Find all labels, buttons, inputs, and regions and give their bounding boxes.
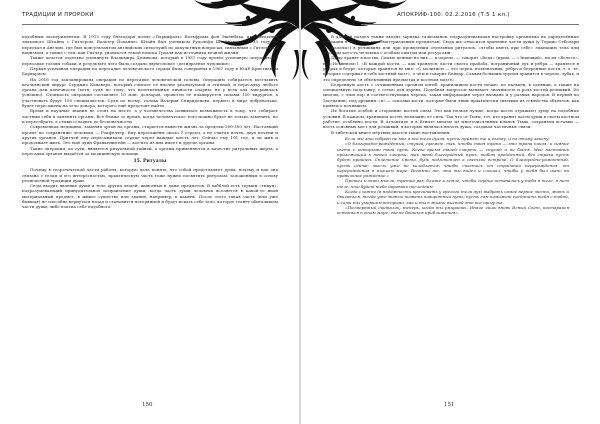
- quote-paragraph: Когда сложно (в надёжности прочитать у зрелого тела дух) выбрать самое верное место, жить и двигаться, тогда уже можно позвать поворотный путь, пусть сам поможет соединить тебя с тобой, и сами ты умершим восприми, как и ты в жизни выстой это все прогулка.: [337, 189, 569, 205]
- left-body-text: [22, 34, 278, 210]
- paragraph: Сюда входит явление души в теле других людей, животных и даже предметов. В хабблой есть термин «тикун», подразумевающий принудительное исправление души, когда часть души человека вселяется в какой-то иной материальный предмет, в живое существо или здание, например, в камень. После этого такая часть (или уже бывшая) не способна вернуться назад и становится потерянной и будет искать себе тело, которое станет обиталищем части души, либо поиска себе подобного.: [22, 183, 278, 210]
- header-rule: [22, 24, 242, 25]
- paragraph: Время и научные знания не стоят на месте, а у человечества появилась возможность к тому, что собирает частями себя и заменять органы. Всё ближе то время, когда человеческое тело можно будет не только заменить, но и пересобрать, а стыки сгладить до бесконечности.: [22, 108, 278, 124]
- paragraph: Душу хранят в костях. Самые ценные из них — в черепе, — говорит «Веда» (прим. — «Знающий», на их «Велесе», на «Истинном»). «В каждой кости, — как хранятся: кости своего прабаба, пограничный дух и рёбра — хранятся в рёбрах и бедре, которые хранятся во мне: «С молитвою — это череп, позвоночник, рёбра и бедренные кости, т. е. те, которые содержат в себе костный мозг», о чём и говорит Бейдар. Самым большим трупом хранится в черепе, зубах, и это определено «в объективных предметах и костном мозге».: [323, 55, 580, 82]
- quote-paragraph: «О благородно-рождённый, ступай, прежде, так, чтобы твоя тропа — это тропа покоя, и сияние света с которыми твой путь. Когда время твоей смерти — ступай и не бойся. Мой наставник прилежащий к твоей смерти, так твой благородный путь, тобою пройденный, без страха пусть будет пройден. Сплетение Света, будь подготовлен к светлой встрече. О благородно-рождённый, пусть сейчас мысль уже не колеблется, чтобы спастись от страданий перерождения, от перерождения в низшем мире. Вспомни то, что ты видел и слышал, чтобы у тебя был шанс на правильное рождение.»: [337, 141, 569, 179]
- header-rule: [361, 24, 579, 25]
- running-header: АПОКРИФ-100: 02.2.2016 (Т.5 1 кл.): [397, 12, 510, 18]
- paragraph: В данный раздел также входят зарядка талисманов, подразумевающая настройку организма на определённые вибрации и передачу их нематериальным предметам. Сюда же относится хранение части души (у Терцио Себолари — «калачи») в реликвиях или при проведении отдельных ритуалов, «чтобы иметь при себе» эманацию тела или частицы кого-то человека с особым опытом или ресурсами.: [323, 34, 579, 55]
- quote-paragraph: Если же это собрат не мог и все тела духов, пусть примет те и голову, и по этому закону:: [345, 135, 550, 141]
- paragraph: На 2016 год запланирована операция по пересадке человеческой головы. Операцию собирается возглавить итальянский хирург Серджио Канаверо, который считает её вполне реализуемой и этичной, и пересадку любого органа или конечности (хотя, судя по тому, что нелегитимные личности спорны, не у всех она завершилась успешно). Стоимость операции составляет 10 млн. долларов, провести её планируется силами 150 хирургов, а участвовать будут 150 специалистов. Судя по всему, голова Валерия Спиридонова, первого в мире добровольца, будет пересажена на тело донора, которого ещё предстоит найти.: [22, 76, 278, 109]
- right-page: [301, 0, 600, 424]
- paragraph: подобным экспериментам. В 1915 году благодаря поэме «Парцифаль» Вольфрама фон Эшенбаха, произведению знакомого Штайна с Гитлером. Вальтер Йоханнес Штайн был учеником Рудольфа Штайнера. В 1933 году он переехал в Англию, где был консультантом английских спецслужб по оккультным вопросам, связанным с Гитлером и нацизмом, а также с тем, как Гитлер, увлекался темой поиска Грааля как источника вечной жизни.: [22, 34, 278, 55]
- paragraph: Их богатые особой и сторонние костей силы. Это как нельзя лучше, когда кости отражают душу на подобные условия. В каждом, хранящем кости, возможно её сила. Так что от Тьмы, тот, кто хранит части души в своем костном рабстве, особенно кости. В Атлантиде и в Египте многие из многочисленных кланов Тьмы, сохраняли вставки — кость основных мест для реликвий, в которых являлась вплоть душа, создавая частичные связи.: [323, 108, 579, 130]
- block-quote: [337, 136, 569, 216]
- paragraph: Почему в теоретической части работы, которую дала понять, что собой представляет душа, почему и как она связана с телом и его интересностью, практическую часть тоже нужно посвятить ритуалам, заложенным в основу религиозной традиции души.: [22, 167, 278, 183]
- page-number: 150: [142, 402, 153, 408]
- running-header: ТРАДИЦИИ И ПРОРОКИ: [22, 12, 94, 18]
- paragraph: Бедренную кость с отчищенным органом изгиб, хранилищем кости ночью, из пальцев, в одеянии, а также на специальную подставку, с сетью для дерева. Подобная вопросом вызывает значимость и роль костей реликвий. Из многих, с этих пор и соответствующих черепа, такая информация через вызвана и у разных народов. В первой по Заседанию, под древним «я» — осколки кости, которые были лишь практически святыми из семейства объектов, как памяти о почившем.: [323, 81, 579, 109]
- paragraph: Первая успешная операция по пересадке человеческого сердца была совершена в 1967 году в ЮАР Кристианом Барнардом.: [22, 65, 278, 77]
- paragraph: В тибетской книге мёртвых даются такие наставления:: [331, 129, 451, 135]
- left-page: [0, 0, 299, 424]
- page-number: 151: [444, 402, 455, 408]
- paragraph: Также хочется отдельно упомянуть Владимира Демихова, который в 1937 году провёл успешную операцию по пересадке головы собаки, в результате чего было создано двухголовое «дегидратное чудовище».: [22, 55, 278, 66]
- right-body-text: [323, 34, 579, 216]
- paragraph: Современная медицина, заменяя орган на органы, старается вывести жизнь за пределы 200-300 лет. Настоящий проект по сохранению человека — Рокфеллер. Ему пересажены около 7 сердец, а не считая почек, двух печени и других органов. Притчей ему пересаживали сердце через каждые шесть лет. Сейчас ему 101 год, и он жив и продолжает жить. Это ещё один Франкенштейн — кое-кто из них имеет и другие органы.: [22, 124, 278, 146]
- paragraph: Такие операции, по сути, являются ритуальной тайной, а органы применяются в качестве ритуальных жертв, а пересадка органов выдаётся за медицинскую помощь.: [22, 145, 278, 156]
- quote-paragraph: Прошёл к этой мысли, третий раз, ближе к земле, чтобы сердце оставалось у тебя в теле, в том теле, что будет тебе даровано последним.: [337, 178, 569, 189]
- quote-paragraph: «Посмертный скиталец, теперь, когда ты умираешь. Иначе лишь вновь Ясный Свет, постарайся остаться в этом мире, где не боишься приближения».: [337, 205, 569, 216]
- section-title: 15. Ритуалы: [133, 159, 167, 165]
